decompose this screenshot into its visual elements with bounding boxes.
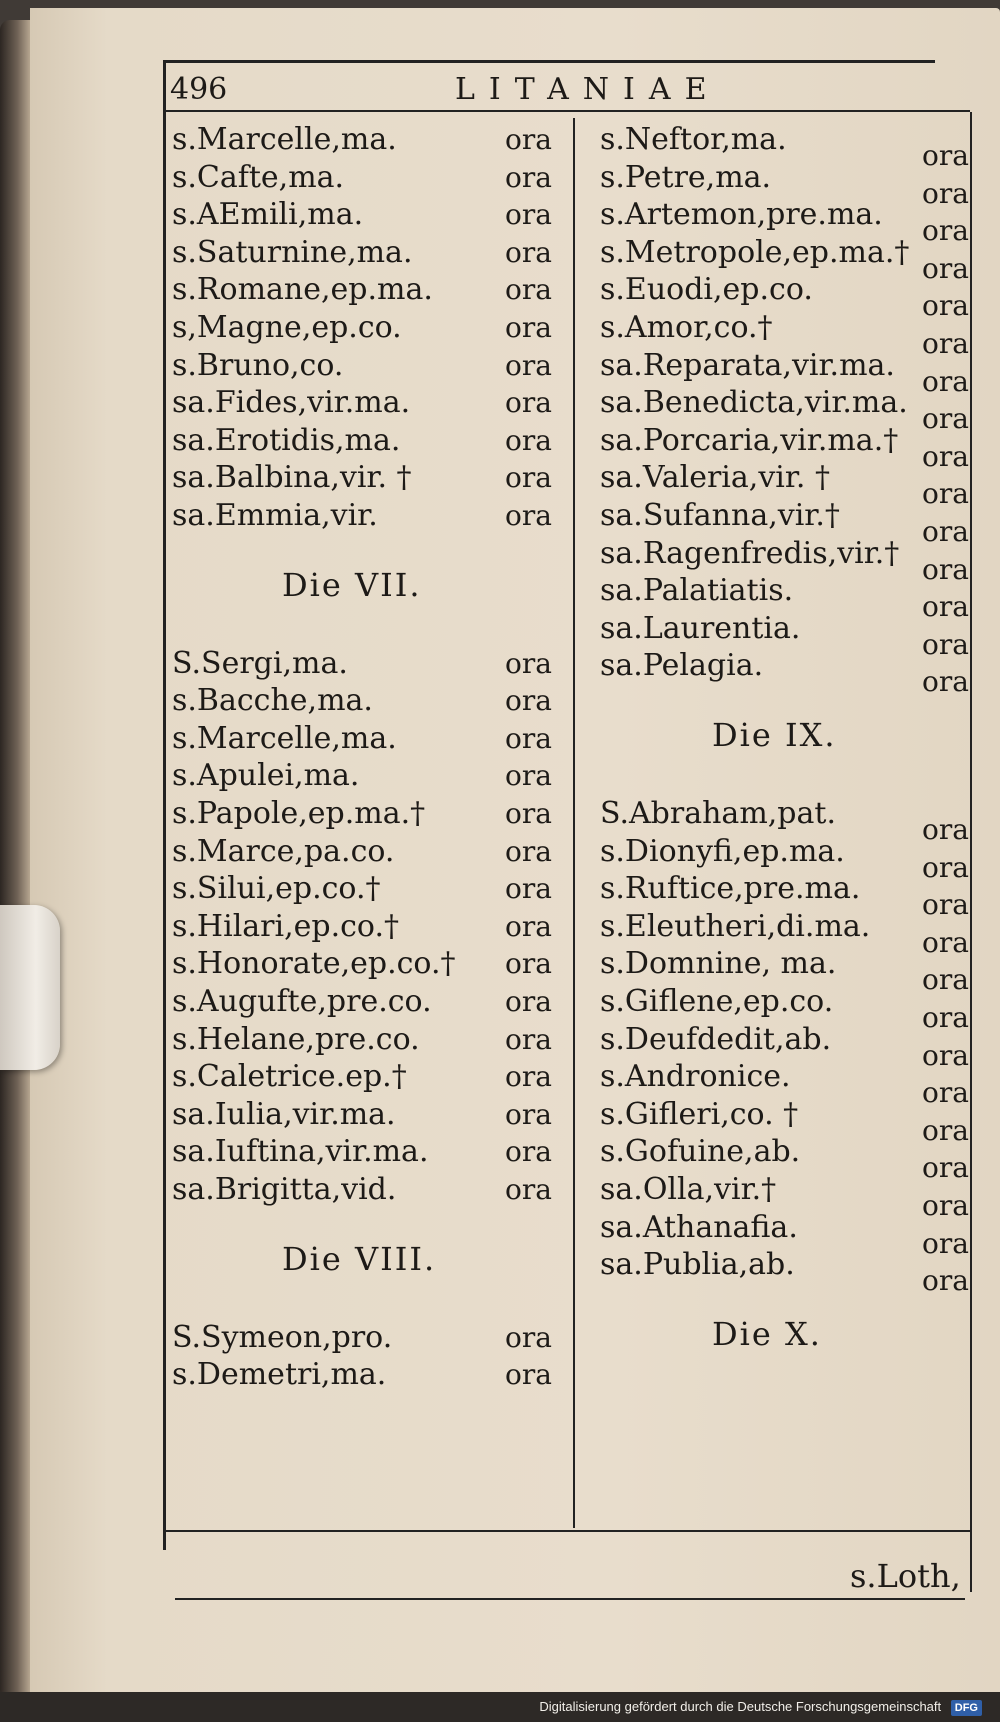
saint-name: sa.Iulia,vir.ma. (172, 1096, 396, 1132)
ora-response: ora (922, 364, 969, 398)
saint-name: s,Magne,ep.co. (172, 310, 402, 345)
saint-name: s.Cafte,ma. (172, 159, 345, 195)
ora-response: ora (505, 985, 552, 1018)
saint-name: s.Marcelle,ma. (172, 720, 397, 756)
ora-response: ora (505, 721, 552, 755)
saint-name: s.Deufdedit,ab. (600, 1021, 832, 1057)
ora-response: ora (505, 1135, 552, 1169)
saint-name: sa.Iuftina,vir.ma. (172, 1134, 429, 1170)
saint-name: s.Andronice. (600, 1059, 791, 1095)
saint-name: s.Eleutheri,di.ma. (600, 908, 871, 944)
day-heading: Die X. (712, 1314, 822, 1353)
saint-name: sa.Ragenfredis,vir.† (600, 535, 900, 571)
saint-name: sa.Palatiatis. (600, 573, 794, 609)
saint-name: S.Abraham,pat. (600, 796, 836, 831)
ora-response: ora (922, 251, 969, 285)
dfg-logo-icon: DFG (951, 1700, 982, 1716)
ora-response: ora (505, 834, 552, 868)
ora-response: ora (505, 872, 552, 906)
saint-name: s.AEmili,ma. (172, 197, 364, 233)
saint-name: s.Marcelle,ma. (172, 122, 397, 157)
saint-name: sa.Valeria,vir. † (600, 460, 830, 496)
ora-response: ora (922, 402, 969, 436)
saint-name: sa.Olla,vir.† (600, 1172, 777, 1207)
saint-name: S.Symeon,pro. (172, 1319, 393, 1355)
ora-response: ora (505, 423, 552, 457)
day-heading: Die VIII. (282, 1239, 437, 1278)
column-divider (573, 118, 575, 1528)
ora-response: ora (922, 1113, 969, 1147)
ora-response: ora (922, 289, 969, 323)
saint-name: s.Metropole,ep.ma.† (600, 234, 910, 270)
ora-response: ora (505, 198, 552, 232)
ora-response: ora (922, 925, 969, 959)
header-rule (165, 110, 970, 112)
saint-name: sa.Fides,vir.ma. (172, 385, 411, 421)
saint-name: s.Augufte,pre.co. (172, 984, 432, 1019)
day-heading: Die VII. (282, 565, 422, 604)
saint-name: s.Hilari,ep.co.† (172, 908, 400, 944)
ora-response: ora (922, 1151, 969, 1185)
ora-response: ora (505, 273, 552, 307)
page-clip (0, 905, 60, 1070)
ora-response: ora (505, 759, 552, 793)
ora-response: ora (922, 590, 969, 624)
saint-name: s.Bacche,ma. (172, 683, 373, 719)
saint-name: s.Amor,co.† (600, 310, 773, 345)
ora-response: ora (505, 311, 552, 344)
saint-name: s.Bruno,co. (172, 347, 344, 383)
ora-response: ora (922, 477, 969, 511)
ora-response: ora (505, 797, 552, 830)
saint-name: s.Demetri,ma. (172, 1357, 387, 1393)
saint-name: s.Caletrice.ep.† (172, 1059, 407, 1095)
ora-response: ora (505, 1097, 552, 1131)
saint-name: s.Euodi,ep.co. (600, 272, 813, 308)
ora-response: ora (922, 813, 969, 846)
ora-response: ora (922, 850, 969, 884)
ora-response: ora (505, 1320, 552, 1354)
saint-name: sa.Benedicta,vir.ma. (600, 385, 908, 421)
ora-response: ora (505, 348, 552, 382)
saint-name: s.Gofuine,ab. (600, 1134, 801, 1170)
ora-response: ora (922, 1264, 969, 1298)
ora-response: ora (505, 1022, 552, 1056)
ora-response: ora (922, 888, 969, 922)
ora-response: ora (505, 646, 552, 680)
ora-response: ora (922, 176, 969, 210)
saint-name: sa.Erotidis,ma. (172, 422, 401, 458)
saint-name: s.Petre,ma. (600, 159, 772, 195)
ora-response: ora (922, 1038, 969, 1072)
footer-credit: Digitalisierung gefördert durch die Deutsche Forschungsgemeinschaft (539, 1699, 942, 1714)
saint-name: sa.Brigitta,vid. (172, 1172, 397, 1207)
ora-response: ora (505, 1060, 552, 1094)
saint-name: s.Dionyfi,ep.ma. (600, 833, 845, 869)
ora-response: ora (505, 684, 552, 718)
saint-name: s.Marce,pa.co. (172, 833, 395, 869)
saint-name: s.Silui,ep.co.† (172, 871, 381, 907)
ora-response: ora (505, 123, 552, 156)
page-heading: LITANIAE (455, 72, 721, 107)
ora-response: ora (505, 947, 552, 981)
ora-response: ora (922, 139, 969, 172)
ora-response: ora (922, 214, 969, 248)
saint-name: sa.Balbina,vir. † (172, 460, 412, 496)
ora-response: ora (922, 1001, 969, 1034)
saint-name: s.Papole,ep.ma.† (172, 796, 426, 831)
saint-name: s.Domnine, ma. (600, 946, 837, 982)
saint-name: S.Sergi,ma. (172, 645, 348, 681)
ora-response: ora (922, 327, 969, 360)
saint-name: sa.Sufanna,vir.† (600, 498, 840, 533)
ora-response: ora (505, 461, 552, 495)
ora-response: ora (505, 235, 552, 269)
saint-name: sa.Emmia,vir. (172, 498, 378, 533)
ora-response: ora (505, 1358, 552, 1392)
ora-response: ora (505, 386, 552, 420)
right-frame-rule (970, 112, 972, 1592)
ora-response: ora (922, 439, 969, 473)
saint-name: sa.Reparata,vir.ma. (600, 347, 895, 383)
saint-name: sa.Athanafia. (600, 1209, 798, 1245)
ora-response: ora (922, 552, 969, 586)
catchword: s.Loth, (850, 1557, 961, 1595)
ora-response: ora (505, 160, 552, 194)
saint-name: s.Artemon,pre.ma. (600, 197, 883, 233)
bottom-rule (165, 1530, 970, 1532)
saint-name: s.Honorate,ep.co.† (172, 946, 456, 982)
top-rule (165, 60, 935, 63)
saint-name: s.Giflene,ep.co. (600, 984, 834, 1019)
left-frame-rule (163, 60, 166, 1550)
saint-name: sa.Porcaria,vir.ma.† (600, 422, 899, 458)
saint-name: s.Saturnine,ma. (172, 234, 413, 270)
ora-response: ora (922, 665, 969, 699)
saint-name: s.Gifleri,co. † (600, 1096, 799, 1132)
day-heading: Die IX. (712, 716, 837, 754)
saint-name: s.Ruftice,pre.ma. (600, 871, 861, 907)
ora-response: ora (922, 1189, 969, 1222)
ora-response: ora (922, 515, 969, 548)
saint-name: s.Helane,pre.co. (172, 1021, 420, 1057)
ora-response: ora (505, 909, 552, 943)
ora-response: ora (505, 499, 552, 532)
saint-name: s.Romane,ep.ma. (172, 272, 433, 308)
ora-response: ora (922, 627, 969, 661)
ora-response: ora (922, 1226, 969, 1260)
saint-name: sa.Pelagia. (600, 648, 764, 684)
digitization-footer (0, 1692, 1000, 1722)
footer-rule (175, 1598, 965, 1600)
saint-name: sa.Laurentia. (600, 610, 801, 646)
saint-name: s.Neftor,ma. (600, 122, 787, 157)
ora-response: ora (505, 1173, 552, 1206)
page-number: 496 (170, 72, 228, 107)
ora-response: ora (922, 1076, 969, 1110)
saint-name: s.Apulei,ma. (172, 758, 360, 794)
ora-response: ora (922, 963, 969, 997)
saint-name: sa.Publia,ab. (600, 1247, 795, 1283)
